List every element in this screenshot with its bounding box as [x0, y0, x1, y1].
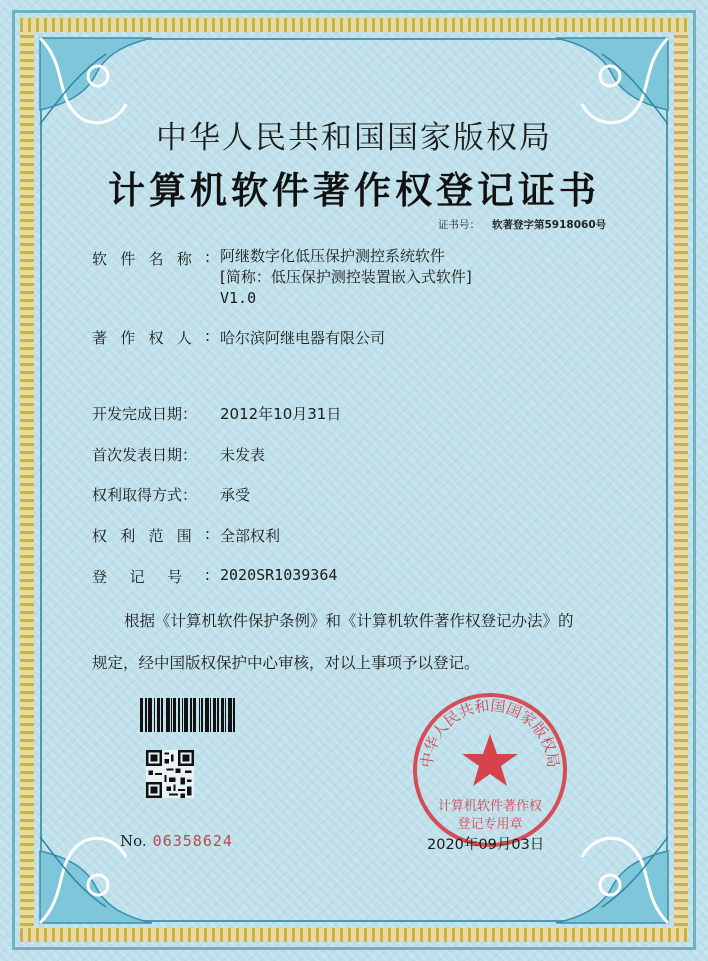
seal-ring-text: 中华人民共和国国家版权局	[417, 696, 563, 769]
acquisition-label: 权利取得方式：	[92, 486, 198, 504]
software-name-label: 软 件 名 称 :	[92, 248, 210, 268]
software-name-line: 阿继数字化低压保护测控系统软件	[220, 247, 446, 265]
corner-ornament	[552, 817, 672, 927]
certificate-number-value: 软著登字第5918060号	[492, 219, 607, 231]
owner-label: 著 作 权 人 :	[92, 327, 210, 347]
issue-date: 2020年09月03日	[427, 837, 545, 853]
rights-scope-value: 全部权利	[220, 527, 281, 545]
first-publication-label: 首次发表日期：	[92, 446, 198, 464]
certificate-number-label: 证书号：	[438, 219, 480, 231]
rights-scope-label: 权 利 范 围 :	[92, 525, 210, 545]
serial-number-value: 06358624	[152, 832, 233, 850]
star-icon	[462, 734, 518, 786]
certification-statement-line1: 根据《计算机软件保护条例》和《计算机软件著作权登记办法》的	[124, 612, 574, 630]
seal-text-line1: 计算机软件著作权	[437, 799, 543, 814]
dev-date-value: 2012年10月31日	[220, 405, 342, 423]
serial-number-label: No.	[120, 832, 147, 850]
certificate-number	[438, 217, 606, 232]
dev-date-label: 开发完成日期：	[92, 405, 198, 423]
registration-number-label: 登 记 号 :	[92, 566, 210, 586]
official-seal	[410, 690, 570, 850]
certification-statement-line2: 规定，经中国版权保护中心审核，对以上事项予以登记。	[92, 654, 480, 672]
software-short-name-line: [简称：低压保护测控装置嵌入式软件]	[220, 268, 472, 286]
barcode	[140, 698, 244, 732]
acquisition-value: 承受	[220, 486, 251, 504]
first-publication-value: 未发表	[220, 446, 266, 464]
serial-number	[120, 832, 233, 850]
issuer-heading: 中华人民共和国国家版权局	[156, 120, 552, 156]
registration-number-value: 2020SR1039364	[220, 566, 338, 584]
software-version-line: V1.0	[220, 289, 257, 307]
software-name-value	[220, 246, 472, 309]
owner-value: 哈尔滨阿继电器有限公司	[220, 329, 386, 347]
qr-code	[146, 750, 194, 798]
seal-text-line2: 登记专用章	[457, 817, 523, 832]
certificate-title: 计算机软件著作权登记证书	[108, 169, 600, 212]
